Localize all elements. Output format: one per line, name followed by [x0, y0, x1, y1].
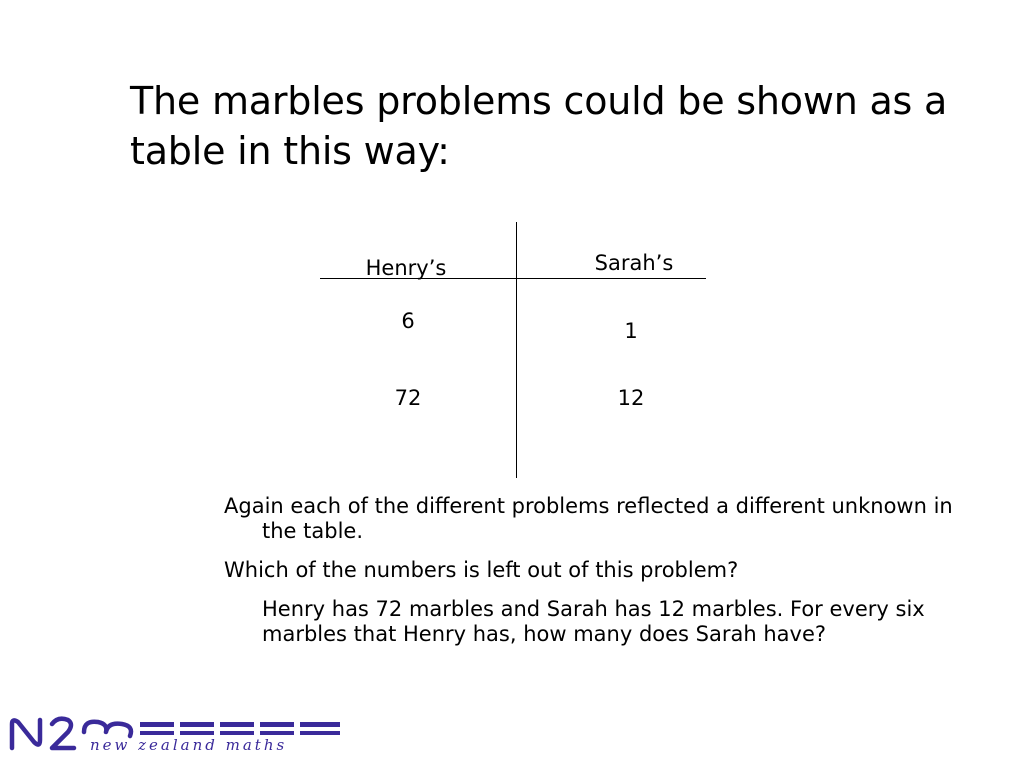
body-problem: Henry has 72 marbles and Sarah has 12 marbles. For every six marbles that Henry has, how many does Sarah have?: [262, 597, 925, 646]
table-header-henry: Henry’s: [365, 256, 447, 280]
table-vertical-divider: [516, 222, 517, 478]
table-cell: 6: [401, 309, 415, 333]
slide-title: The marbles problems could be shown as a table in this way:: [130, 79, 948, 173]
body-paragraph: Again each of the different problems reflected a different unknown in the table.: [224, 494, 953, 543]
table-cell: 1: [624, 319, 638, 343]
table-cell: 12: [617, 386, 645, 410]
slide-body: [224, 494, 964, 647]
logo-tagline: new zealand maths: [90, 736, 288, 754]
table-cell: 72: [394, 386, 422, 410]
table-header-sarah: Sarah’s: [594, 251, 674, 275]
nzmaths-logo: [8, 712, 348, 760]
body-question: Which of the numbers is left out of this problem?: [224, 558, 739, 582]
